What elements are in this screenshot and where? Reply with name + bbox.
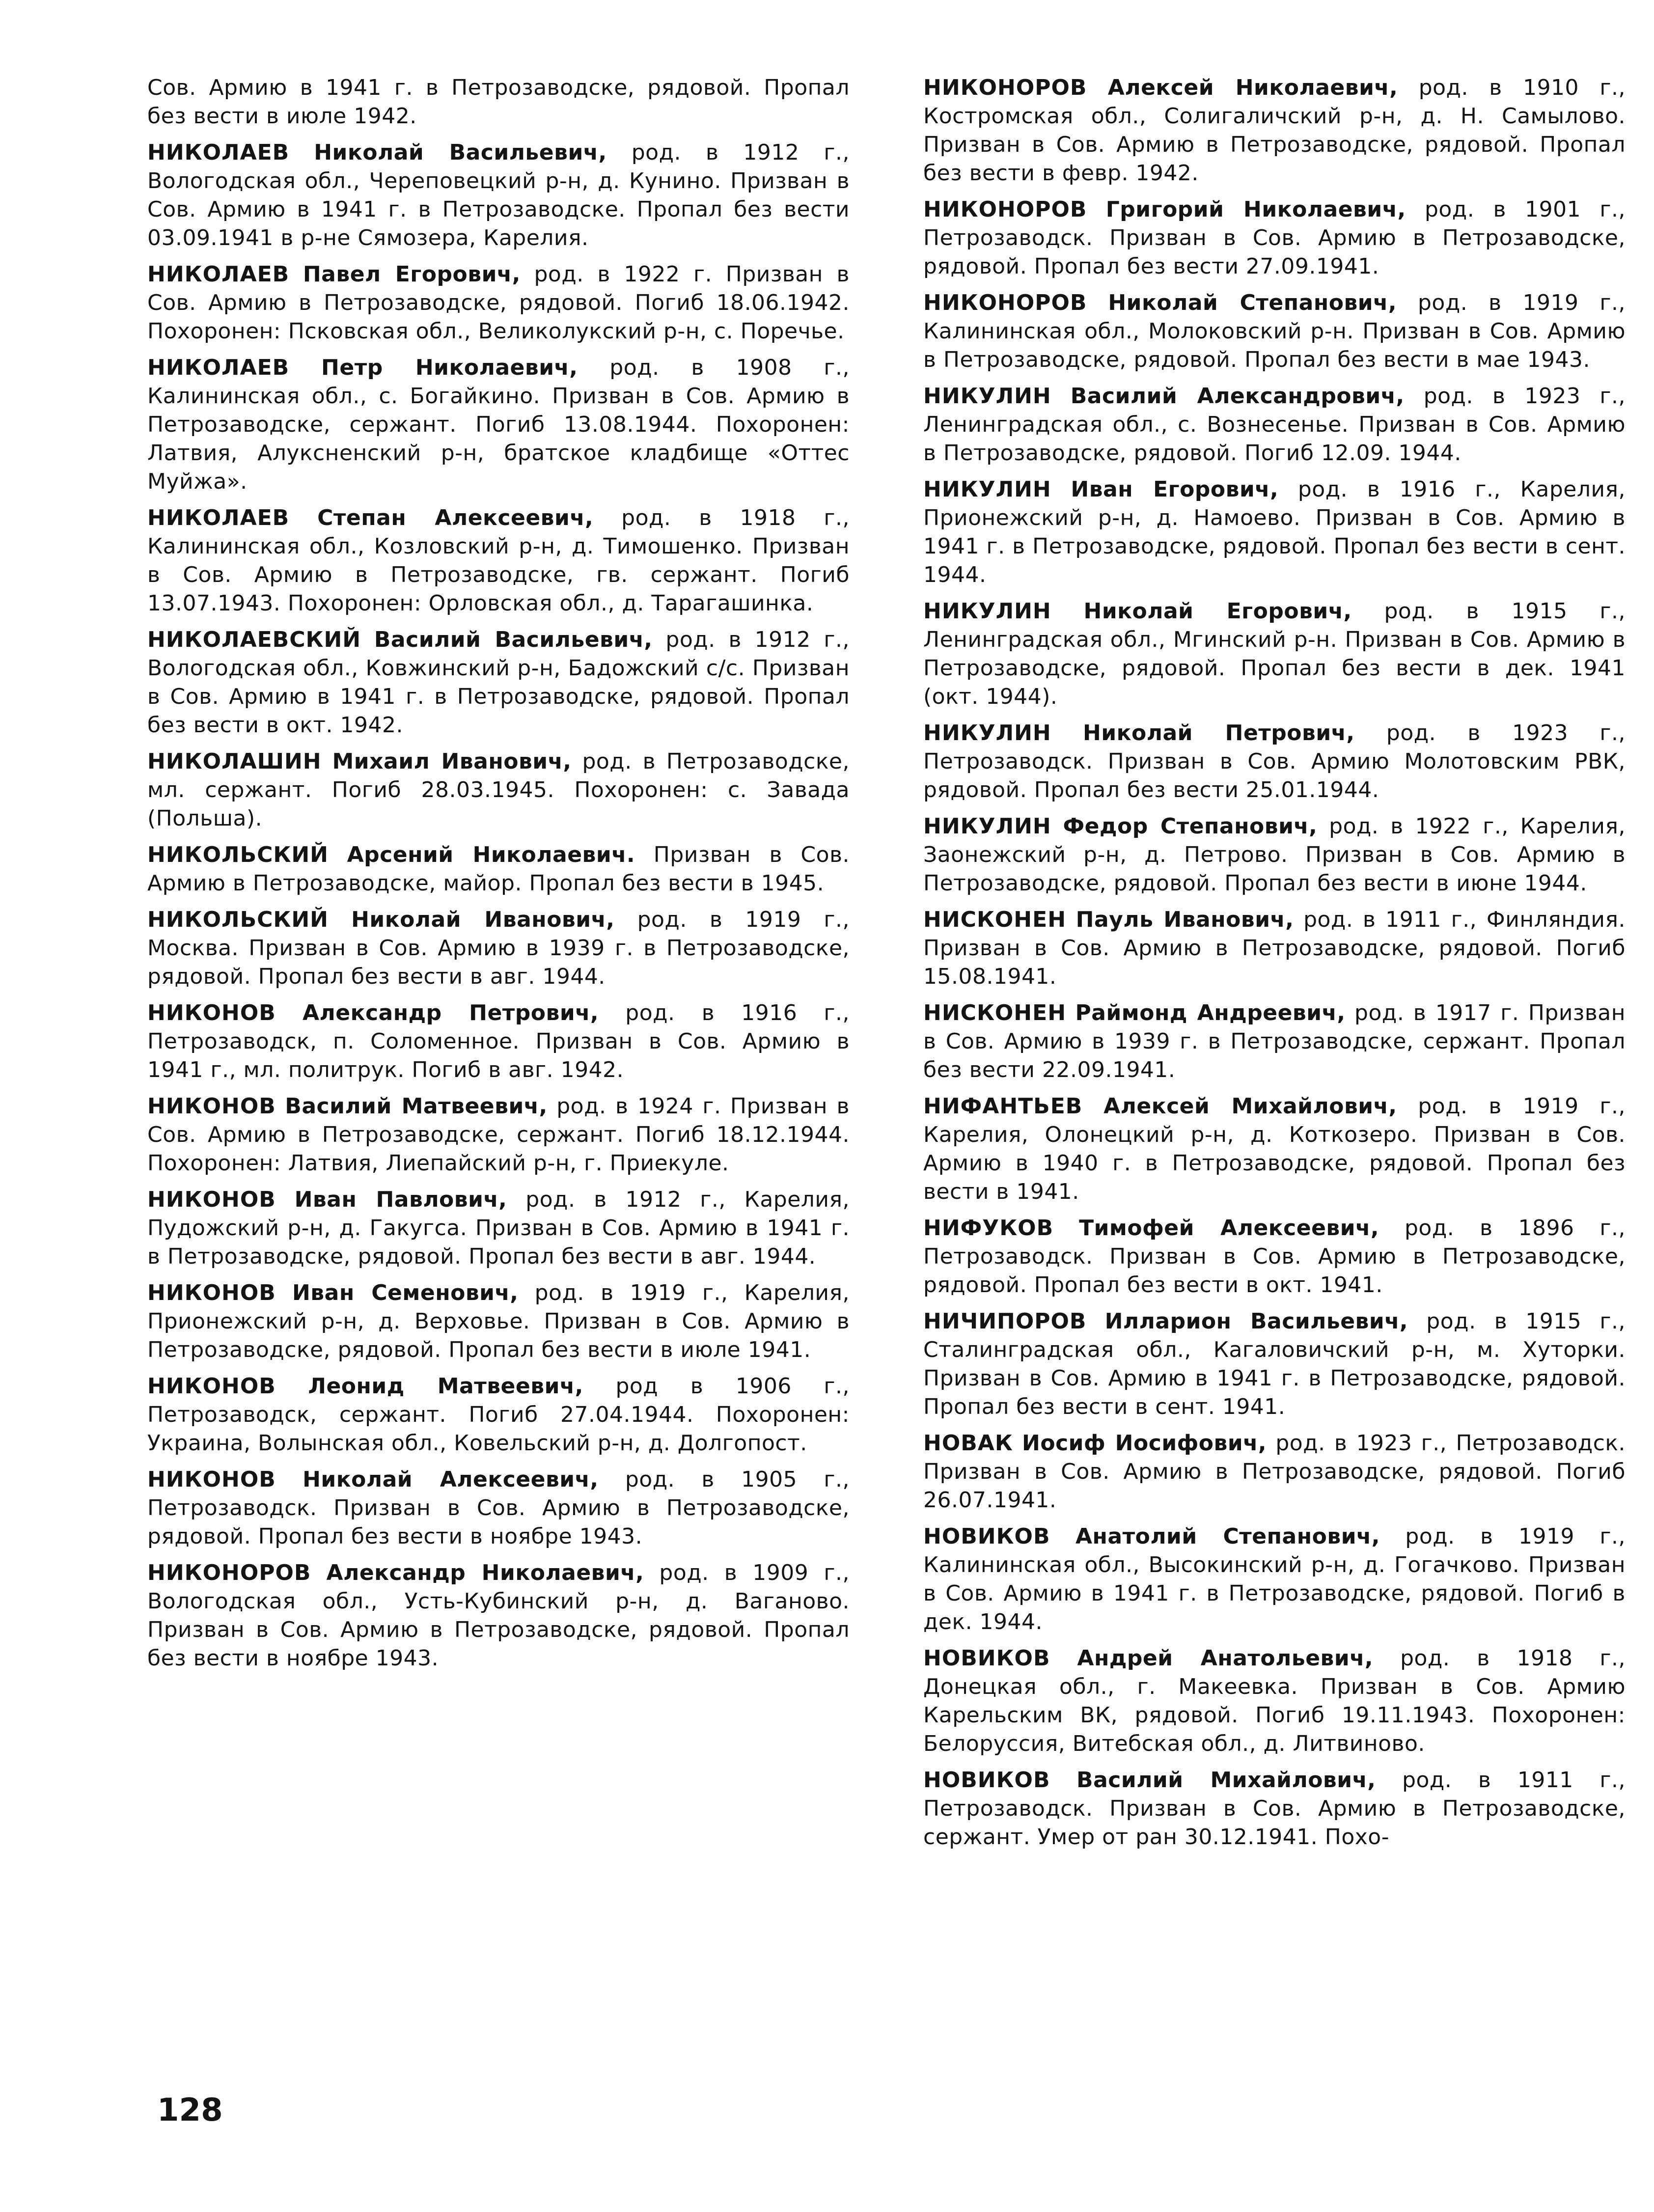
entry-given-name: Михаил Иванович, <box>332 749 572 774</box>
entry <box>147 354 850 496</box>
entry-given-name: Иван Семенович, <box>292 1280 519 1305</box>
entry-surname: НИКОНОРОВ <box>923 290 1087 315</box>
entry-surname: НИФУКОВ <box>923 1216 1054 1241</box>
entry-surname: НОВИКОВ <box>923 1524 1050 1549</box>
entry <box>147 1559 850 1673</box>
entry-surname: НИКОЛАШИН <box>147 749 322 774</box>
entry <box>147 626 850 740</box>
entry-surname: НИКОНОВ <box>147 1374 276 1399</box>
entry-given-name: Степан Алексеевич, <box>317 505 594 530</box>
entry-given-name: Леонид Матвеевич, <box>308 1374 583 1399</box>
entry-given-name: Иосиф Иосифович, <box>1022 1431 1267 1456</box>
entry-text: род. в 1918 г., Калининская обл., Козловский р-н, д. Тимошенко. Призван в Сов. Армию в Петрозаводске, гв. сержант. Погиб 13.07.1943. Похоронен: Орловская обл., д. Тарагашинка. <box>147 505 850 616</box>
entry-given-name: Андрей Анатольевич, <box>1077 1646 1374 1671</box>
entry-surname: НИКОЛАЕВ <box>147 262 290 287</box>
entry-surname: НИКОНОРОВ <box>147 1560 311 1585</box>
entry-surname: НИКОНОРОВ <box>923 197 1087 222</box>
entry <box>147 260 850 346</box>
entry <box>923 719 1626 804</box>
entry <box>147 1092 850 1178</box>
entry-text: род. в 1915 г., Сталинградская обл., Кагаловичский р-н, м. Хуторки. Призван в Сов. Армию в 1941 г. в Петрозаводске, рядовой. Пропал без вести в сент. 1941. <box>923 1309 1626 1419</box>
entry-given-name: Илларион Васильевич, <box>1104 1309 1408 1334</box>
entry-surname: НИКОЛАЕВ <box>147 140 290 165</box>
entry <box>147 1372 850 1458</box>
entry <box>147 74 850 131</box>
entry-text: род. в 1909 г., Вологодская обл., Усть-Кубинский р-н, д. Ваганово. Призван в Сов. Армию в Петрозаводске, рядовой. Пропал без вести в ноябре 1943. <box>147 1560 850 1671</box>
entry-surname: НИКОНОРОВ <box>923 75 1087 100</box>
entry-given-name: Николай Степанович, <box>1108 290 1397 315</box>
entry-given-name: Павел Егорович, <box>303 262 521 287</box>
entry-text: род. в 1919 г., Карелия, Олонецкий р-н, д. Коткозеро. Призван в Сов. Армию в 1940 г. в Петрозаводске, рядовой. Пропал без вести в 1941. <box>923 1094 1626 1204</box>
entry-surname: НИКОНОВ <box>147 1467 276 1492</box>
entry-text: род. в Петрозаводске, мл. сержант. Погиб 28.03.1945. Похоронен: с. Завада (Польша). <box>147 749 850 831</box>
entry-given-name: Николай Алексеевич, <box>303 1467 599 1492</box>
entry-text: род. в 1916 г., Карелия, Прионежский р-н, д. Намоево. Призван в Сов. Армию в 1941 г. в Петрозаводске, рядовой. Пропал без вести в сент. 1944. <box>923 477 1626 587</box>
entry-surname: НИКУЛИН <box>923 384 1051 409</box>
entry-text: род. в 1919 г., Карелия, Прионежский р-н, д. Верховье. Призван в Сов. Армию в Петрозаводске, рядовой. Пропал без вести в июле 1941. <box>147 1280 850 1362</box>
entry-given-name: Иван Павлович, <box>294 1187 507 1212</box>
entry-text: род. в 1908 г., Калининская обл., с. Богайкино. Призван в Сов. Армию в Петрозаводске, сержант. Погиб 13.08.1944. Похоронен: Латвия, Алуксненский р-н, братское кладбище «Оттес Муйжа». <box>147 355 850 494</box>
entry <box>923 1307 1626 1421</box>
entry-text: род. в 1901 г., Петрозаводск. Призван в Сов. Армию в Петрозаводске, рядовой. Пропал без вести 27.09.1941. <box>923 197 1626 279</box>
entry-text: род. в 1919 г., Калининская обл., Высокинский р-н, д. Гогачково. Призван в Сов. Армию в 1941 г. в Петрозаводске, рядовой. Погиб в дек. 1944. <box>923 1524 1626 1634</box>
entry-text: род. в 1915 г., Ленинградская обл., Мгинский р-н. Призван в Сов. Армию в Петрозаводске, рядовой. Пропал без вести в дек. 1941 (окт. 1944). <box>923 599 1626 709</box>
entry <box>147 999 850 1084</box>
entry-text: род. в 1912 г., Карелия, Пудожский р-н, д. Гакугса. Призван в Сов. Армию в 1941 г. в Петрозаводске, рядовой. Пропал без вести в авг. 1944. <box>147 1187 850 1269</box>
entry <box>923 475 1626 589</box>
entry <box>923 1644 1626 1758</box>
entry-given-name: Иван Егорович, <box>1071 477 1279 502</box>
entry-text: род. в 1922 г. Призван в Сов. Армию в Петрозаводске, рядовой. Погиб 18.06.1942. Похоронен: Псковская обл., Великолукский р-н, с. Поречье. <box>147 262 850 344</box>
left-column <box>147 74 850 1681</box>
entry-surname: НОВИКОВ <box>923 1768 1050 1793</box>
entry-surname: НИСКОНЕН <box>923 1000 1067 1025</box>
entry-text: род. в 1917 г. Призван в Сов. Армию в 1939 г. в Петрозаводске, сержант. Пропал без вести 22.09.1941. <box>923 1000 1626 1082</box>
entry-surname: НИКОНОВ <box>147 1187 276 1212</box>
entry-given-name: Николай Петрович, <box>1083 720 1355 746</box>
entry-surname: НИКОЛАЕВСКИЙ <box>147 627 361 652</box>
entry-given-name: Пауль Иванович, <box>1075 907 1294 932</box>
entry-given-name: Алексей Михайлович, <box>1103 1094 1397 1119</box>
entry-surname: НИФАНТЬЕВ <box>923 1094 1083 1119</box>
entry-given-name: Николай Егорович, <box>1083 599 1352 624</box>
entry <box>923 812 1626 898</box>
entry <box>923 382 1626 468</box>
entry-given-name: Николай Иванович, <box>351 907 615 932</box>
entry-surname: НИКОЛЬСКИЙ <box>147 907 329 932</box>
entry-given-name: Василий Васильевич, <box>374 627 653 652</box>
entry-surname: НИКОНОВ <box>147 1094 276 1119</box>
entry-text: род. в 1896 г., Петрозаводск. Призван в Сов. Армию в Петрозаводске, рядовой. Пропал без вести в окт. 1941. <box>923 1216 1626 1298</box>
entry-given-name: Александр Николаевич, <box>326 1560 644 1585</box>
entry-surname: НОВАК <box>923 1431 1013 1456</box>
entry <box>923 74 1626 188</box>
entry-surname: НИКОЛАЕВ <box>147 355 290 380</box>
entry-surname: НИЧИПОРОВ <box>923 1309 1087 1334</box>
entry <box>147 1186 850 1271</box>
entry-text: род. в 1923 г., Петрозаводск. Призван в Сов. Армию в Петрозаводске, рядовой. Погиб 26.07.1941. <box>923 1431 1626 1513</box>
entry-text: род. в 1923 г., Ленинградская обл., с. Вознесенье. Призван в Сов. Армию в Петрозаводске, рядовой. Погиб 12.09. 1944. <box>923 384 1626 466</box>
entry <box>923 1092 1626 1206</box>
entry-surname: НИКУЛИН <box>923 477 1051 502</box>
entry-text: род. в 1922 г., Карелия, Заонежский р-н, д. Петрово. Призван в Сов. Армию в Петрозаводске, рядовой. Пропал без вести в июне 1944. <box>923 814 1626 896</box>
entry-surname: НОВИКОВ <box>923 1646 1050 1671</box>
entry-text: Сов. Армию в 1941 г. в Петрозаводске, рядовой. Пропал без вести в июле 1942. <box>147 75 850 129</box>
entry <box>147 504 850 618</box>
entry <box>923 1522 1626 1636</box>
entry-text: Призван в Сов. Армию в Петрозаводске, майор. Пропал без вести в 1945. <box>147 842 850 896</box>
entry-surname: НИКУЛИН <box>923 599 1051 624</box>
entry <box>147 138 850 252</box>
entry-text: род. в 1923 г., Петрозаводск. Призван в Сов. Армию Молотовским РВК, рядовой. Пропал без вести 25.01.1944. <box>923 720 1626 802</box>
entry <box>147 747 850 833</box>
entry-given-name: Василий Матвеевич, <box>285 1094 548 1119</box>
entry-given-name: Федор Степанович, <box>1063 814 1318 839</box>
entry <box>923 1766 1626 1852</box>
entry-surname: НИКОЛЬСКИЙ <box>147 842 329 867</box>
entry-text: род. в 1905 г., Петрозаводск. Призван в Сов. Армию в Петрозаводске, рядовой. Пропал без вести в ноябре 1943. <box>147 1467 850 1549</box>
right-column <box>923 74 1626 1859</box>
entry-text: род. в 1916 г., Петрозаводск, п. Соломенное. Призван в Сов. Армию в 1941 г., мл. политрук. Погиб в авг. 1942. <box>147 1000 850 1082</box>
entry-text: род. в 1911 г., Петрозаводск. Призван в Сов. Армию в Петрозаводске, сержант. Умер от ран 30.12.1941. Похо- <box>923 1768 1626 1850</box>
entry-text: род. в 1924 г. Призван в Сов. Армию в Петрозаводске, сержант. Погиб 18.12.1944. Похоронен: Латвия, Лиепайский р-н, г. Приекуле. <box>147 1094 850 1176</box>
entry <box>923 906 1626 991</box>
entry-text: род. в 1919 г., Москва. Призван в Сов. Армию в 1939 г. в Петрозаводске, рядовой. Пропал без вести в авг. 1944. <box>147 907 850 989</box>
entry-surname: НИКОНОВ <box>147 1000 276 1025</box>
entry-text: род. в 1918 г., Донецкая обл., г. Макеевка. Призван в Сов. Армию Карельским ВК, рядовой. Погиб 19.11.1943. Похоронен: Белоруссия, Витебская обл., д. Литвиново. <box>923 1646 1626 1756</box>
entry-given-name: Тимофей Алексеевич, <box>1079 1216 1379 1241</box>
entry-given-name: Григорий Николаевич, <box>1105 197 1406 222</box>
entry <box>147 1279 850 1364</box>
entry-text: род в 1906 г., Петрозаводск, сержант. Погиб 27.04.1944. Похоронен: Украина, Волынская обл., Ковельский р-н, д. Долгопост. <box>147 1374 850 1456</box>
entry-given-name: Василий Михайлович, <box>1076 1768 1376 1793</box>
entry <box>923 289 1626 374</box>
entry-surname: НИСКОНЕН <box>923 907 1067 932</box>
entry <box>923 1429 1626 1515</box>
entry-text: род. в 1912 г., Вологодская обл., Ковжинский р-н, Бадожский с/с. Призван в Сов. Армию в 1941 г. в Петрозаводске, рядовой. Пропал без вести в окт. 1942. <box>147 627 850 738</box>
entry <box>147 1465 850 1551</box>
entry-given-name: Николай Васильевич, <box>314 140 607 165</box>
entry-surname: НИКУЛИН <box>923 814 1051 839</box>
entry-given-name: Александр Петрович, <box>302 1000 599 1025</box>
entry-given-name: Василий Александрович, <box>1070 384 1405 409</box>
entry <box>923 195 1626 281</box>
entry-given-name: Петр Николаевич, <box>321 355 578 380</box>
entry-text: род. в 1919 г., Калининская обл., Молоковский р-н. Призван в Сов. Армию в Петрозаводске, рядовой. Пропал без вести в мае 1943. <box>923 290 1626 372</box>
entry <box>147 906 850 991</box>
entry-surname: НИКУЛИН <box>923 720 1051 746</box>
page-number: 128 <box>157 2092 223 2129</box>
entry <box>923 1214 1626 1300</box>
entry <box>923 999 1626 1084</box>
entry-given-name: Анатолий Степанович, <box>1075 1524 1380 1549</box>
entry-text: род. в 1911 г., Финляндия. Призван в Сов. Армию в Петрозаводске, рядовой. Погиб 15.08.1941. <box>923 907 1626 989</box>
entry <box>923 597 1626 711</box>
entry <box>147 841 850 898</box>
entry-given-name: Раймонд Андреевич, <box>1075 1000 1346 1025</box>
entry-surname: НИКОЛАЕВ <box>147 505 290 530</box>
entry-given-name: Арсений Николаевич. <box>347 842 635 867</box>
entry-text: род. в 1912 г., Вологодская обл., Череповецкий р-н, д. Кунино. Призван в Сов. Армию в 1941 г. в Петрозаводске. Пропал без вести 03.09.1941 в р-не Сямозера, Карелия. <box>147 140 850 250</box>
entry-given-name: Алексей Николаевич, <box>1107 75 1398 100</box>
entry-surname: НИКОНОВ <box>147 1280 276 1305</box>
entry-text: род. в 1910 г., Костромская обл., Солигаличский р-н, д. Н. Самылово. Призван в Сов. Армию в Петрозаводске, рядовой. Пропал без вести в февр. 1942. <box>923 75 1626 186</box>
